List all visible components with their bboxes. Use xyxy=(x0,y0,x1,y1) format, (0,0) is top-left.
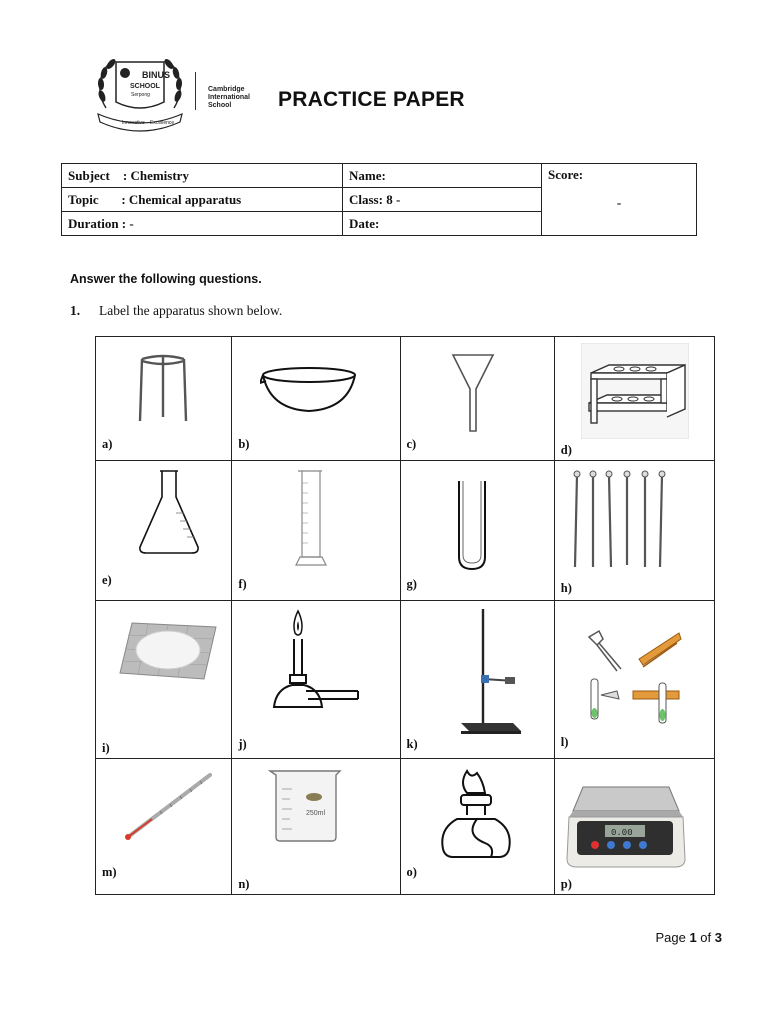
logo-school-word: SCHOOL xyxy=(130,83,160,90)
apparatus-cell[interactable] xyxy=(400,759,554,895)
instruction-heading: Answer the following questions. xyxy=(70,272,262,286)
cambridge-label xyxy=(208,86,250,110)
apparatus-cell[interactable] xyxy=(400,601,554,759)
apparatus-cell[interactable] xyxy=(554,337,714,461)
topic-cell: Topic : Chemical apparatus xyxy=(62,188,343,212)
apparatus-label: o) xyxy=(406,865,417,879)
name-field[interactable]: Name: xyxy=(343,164,542,188)
apparatus-label: h) xyxy=(560,581,572,595)
apparatus-cell[interactable] xyxy=(554,759,714,895)
apparatus-cell[interactable] xyxy=(96,601,232,759)
beaker-mark: 250ml xyxy=(306,810,326,817)
logo-school-city: Serpong xyxy=(131,92,150,98)
evaporating-dish-icon xyxy=(260,363,358,415)
funnel-icon xyxy=(451,351,495,433)
wire-gauze-icon xyxy=(118,619,218,681)
info-table xyxy=(61,163,697,236)
page-number xyxy=(655,930,722,945)
duration-cell: Duration : - xyxy=(62,212,343,236)
apparatus-label: f) xyxy=(238,577,247,591)
subject-cell: Subject : Chemistry xyxy=(62,164,343,188)
apparatus-label: b) xyxy=(238,437,250,451)
apparatus-cell[interactable] xyxy=(554,461,714,601)
apparatus-cell[interactable] xyxy=(96,461,232,601)
cambridge-line: International xyxy=(208,94,251,101)
apparatus-cell[interactable] xyxy=(400,461,554,601)
cambridge-line: Cambridge xyxy=(208,86,245,93)
stirring-rods-icon xyxy=(569,469,679,569)
thermometer-icon xyxy=(120,771,214,843)
apparatus-label: c) xyxy=(406,437,417,451)
class-field[interactable]: Class: 8 - xyxy=(343,188,542,212)
date-field[interactable]: Date: xyxy=(343,212,542,236)
test-tube-icon xyxy=(455,477,489,573)
page-middle: of xyxy=(696,930,715,945)
question-1 xyxy=(70,303,282,319)
score-label: Score: xyxy=(548,167,584,182)
apparatus-label: d) xyxy=(560,443,572,457)
logo-divider xyxy=(195,72,196,110)
apparatus-grid xyxy=(95,336,715,895)
page-current: 1 xyxy=(689,930,697,945)
page-title: PRACTICE PAPER xyxy=(278,88,465,111)
cambridge-line: School xyxy=(208,102,232,109)
tripod-stand-icon xyxy=(136,351,190,423)
apparatus-cell[interactable] xyxy=(96,759,232,895)
measuring-cylinder-icon xyxy=(294,469,328,569)
apparatus-label: g) xyxy=(406,577,417,591)
question-number: 1. xyxy=(70,303,81,318)
spirit-lamp-icon xyxy=(437,769,515,859)
apparatus-label: i) xyxy=(102,741,110,755)
balance-display: 0.00 xyxy=(610,828,633,838)
test-tube-rack-icon xyxy=(581,343,689,439)
logo-school-name: BINUS xyxy=(142,70,171,80)
apparatus-label: p) xyxy=(560,877,572,891)
apparatus-label: a) xyxy=(102,437,113,451)
apparatus-label: n) xyxy=(238,877,250,891)
apparatus-cell[interactable] xyxy=(554,601,714,759)
test-tube-holders-icon xyxy=(583,629,683,725)
bunsen-burner-icon xyxy=(272,609,362,713)
beaker-icon xyxy=(268,767,342,843)
digital-balance-icon xyxy=(565,781,687,873)
score-cell[interactable] xyxy=(542,164,697,236)
question-text: Label the apparatus shown below. xyxy=(99,303,283,318)
retort-stand-icon xyxy=(457,607,527,735)
apparatus-cell[interactable] xyxy=(400,337,554,461)
apparatus-cell[interactable] xyxy=(232,601,400,759)
apparatus-label: j) xyxy=(238,737,247,751)
logo-ribbon-word: Innovative xyxy=(122,120,145,126)
page-prefix: Page xyxy=(655,930,690,945)
score-value: - xyxy=(616,195,622,210)
logo-ribbon-word: Excellence xyxy=(150,120,175,126)
apparatus-label: l) xyxy=(560,735,569,749)
apparatus-cell[interactable] xyxy=(232,337,400,461)
apparatus-label: k) xyxy=(406,737,418,751)
apparatus-label: m) xyxy=(102,865,117,879)
page-total: 3 xyxy=(714,930,722,945)
conical-flask-icon xyxy=(136,469,202,555)
apparatus-cell[interactable] xyxy=(232,461,400,601)
apparatus-cell[interactable] xyxy=(232,759,400,895)
apparatus-cell[interactable] xyxy=(96,337,232,461)
binus-school-logo xyxy=(92,52,188,132)
apparatus-label: e) xyxy=(102,573,112,587)
